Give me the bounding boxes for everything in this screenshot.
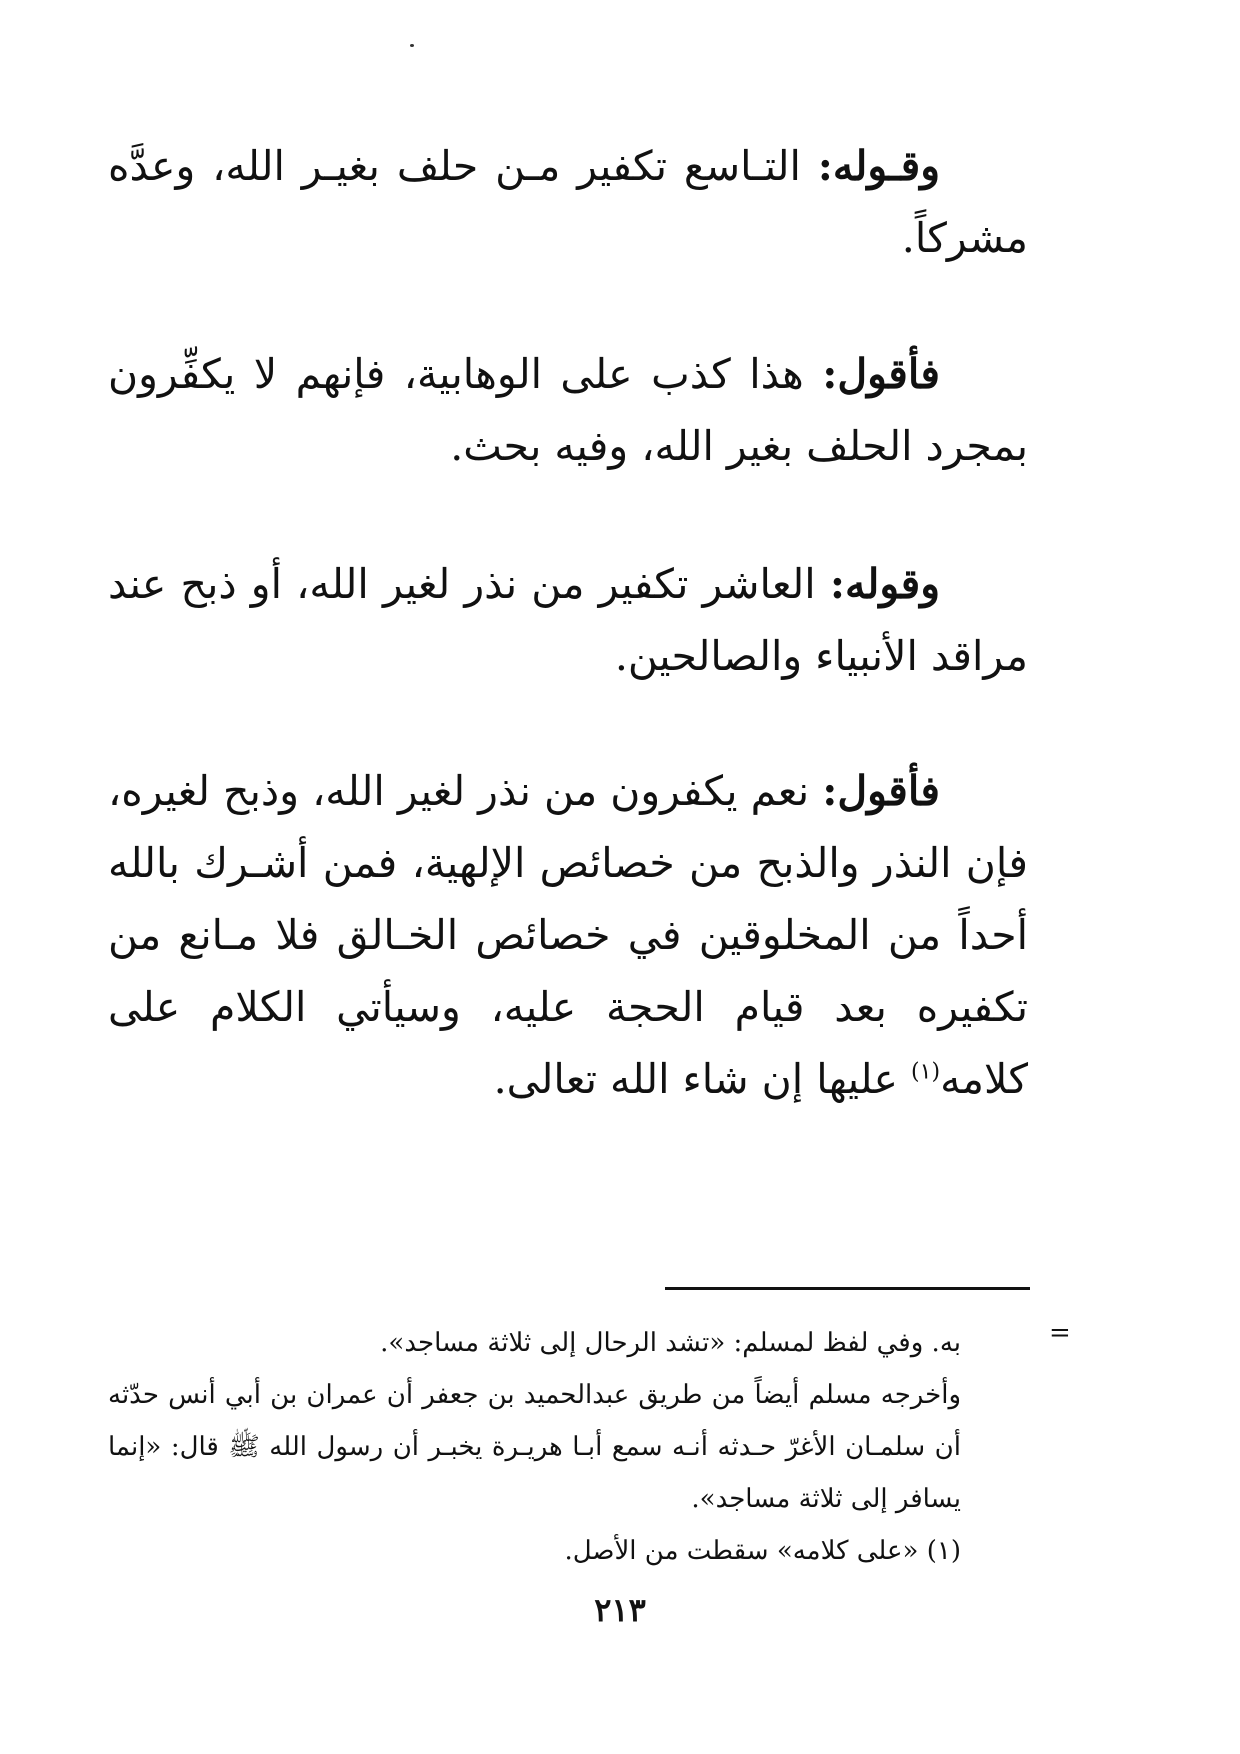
page-number: ٢١٣	[594, 1591, 646, 1629]
footnote-continuation-mark: =	[1049, 1318, 1071, 1348]
paragraph-1	[108, 130, 1028, 274]
footnotes	[108, 1317, 961, 1577]
paragraph-body: العاشر تكفير من نذر لغير الله، أو ذبح عند مراقد الأنبياء والصالحين.	[108, 560, 1028, 680]
footnote-separator	[665, 1287, 1030, 1290]
paragraph-body: التـاسع تكفير مـن حلف بغيـر الله، وعدَّه مشركاً.	[108, 142, 1028, 262]
paragraph-body: هذا كذب على الوهابية، فإنهم لا يكفِّرون بمجرد الحلف بغير الله، وفيه بحث.	[108, 350, 1028, 470]
scan-speck	[410, 44, 414, 47]
paragraph-lead: فأقول:	[822, 350, 940, 398]
paragraph-body: نعم يكفرون من نذر لغير الله، وذبح لغيره، فإن النذر والذبح من خصائص الإلهية، فمن أشـرك بالله أحداً من المخلوقين في خصائص الخـالق فلا مـانع من تكفيره بعد قيام الحجة عليه، وسيأتي الكلام على كلامه	[108, 767, 1028, 1103]
paragraph-2	[108, 338, 1028, 482]
paragraph-3	[108, 548, 1028, 692]
paragraph-4	[108, 755, 1028, 1115]
paragraph-body-end: عليها إن شاء الله تعالى.	[493, 1055, 912, 1103]
footnote-reference: (١)	[911, 1059, 941, 1085]
paragraph-lead: فأقول:	[822, 767, 940, 815]
paragraph-lead: وقوله:	[829, 560, 940, 608]
paragraph-lead: وقـوله:	[817, 142, 940, 190]
footnote-line: (١) «على كلامه» سقطت من الأصل.	[564, 1536, 961, 1566]
footnote-line: به. وفي لفظ لمسلم: «تشد الرحال إلى ثلاثة مساجد».	[380, 1328, 961, 1358]
footnote-line: وأخرجه مسلم أيضاً من طريق عبدالحميد بن جعفر أن عمران بن أبي أنس حدّثه أن سلمـان الأغرّ حـدثه أنـه سمع أبـا هريـرة يخبـر أن رسول الله ﷺ قال: «إنما يسافر إلى ثلاثة مساجد».	[108, 1380, 961, 1514]
